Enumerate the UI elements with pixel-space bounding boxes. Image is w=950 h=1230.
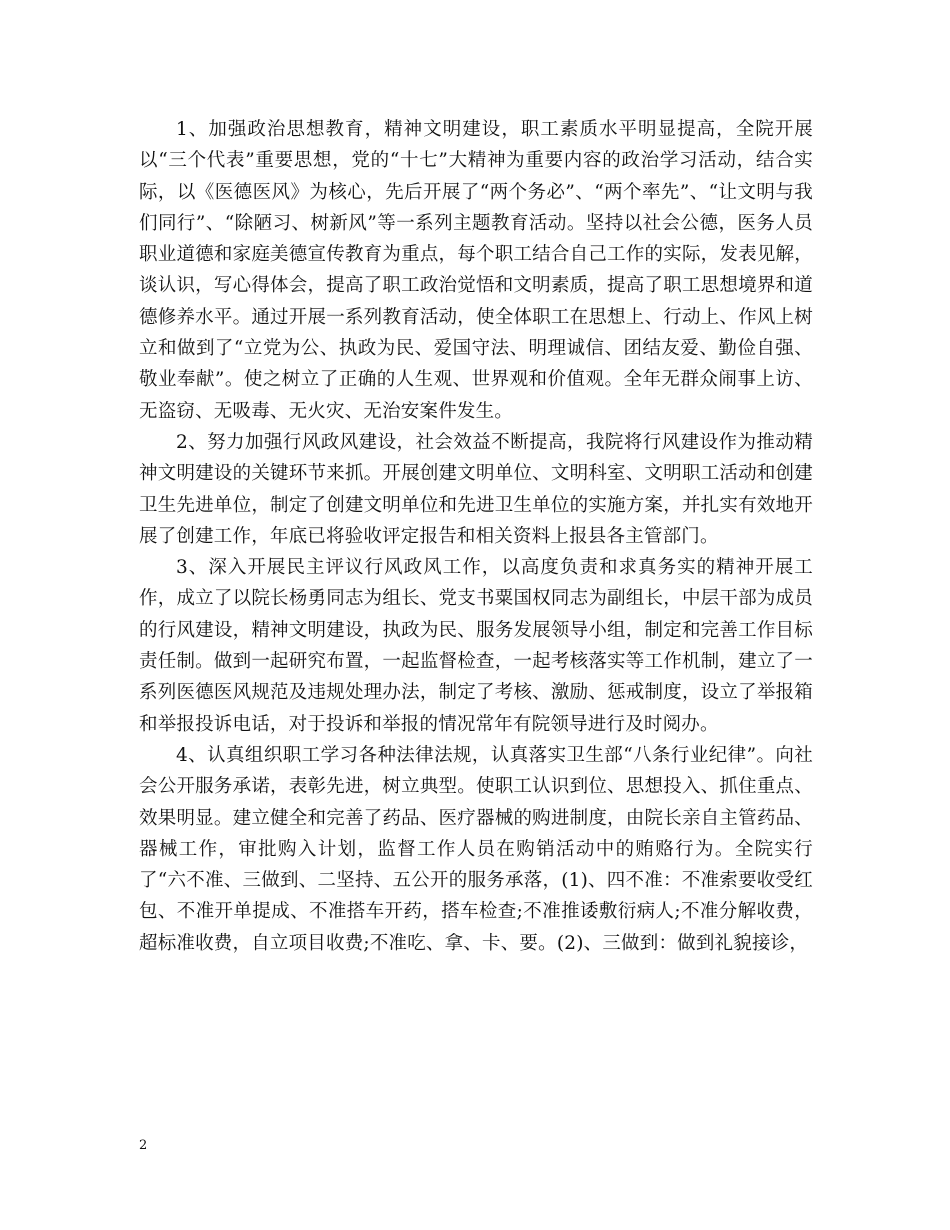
- page-number: 2: [139, 1138, 148, 1153]
- paragraph-2: 2、努力加强行风政风建设，社会效益不断提高，我院将行风建设作为推动精神文明建设的关键环节来抓。开展创建文明单位、文明科室、文明职工活动和创建卫生先进单位，制定了创建文明单位和先进卫生单位的实施方案，并扎实有效地开展了创建工作，年底已将验收评定报告和相关资料上报县各主管部门。: [139, 431, 813, 547]
- document-body: [139, 114, 813, 959]
- paragraph-4: 4、认真组织职工学习各种法律法规，认真落实卫生部“八条行业纪律”。向社会公开服务承诺，表彰先进，树立典型。使职工认识到位、思想投入、抓住重点、效果明显。建立健全和完善了药品、医疗器械的购进制度，由院长亲自主管药品、器械工作，审批购入计划，监督工作人员在购销活动中的贿赂行为。全院实行了“六不准、三做到、二坚持、五公开的服务承落，(1)、四不准：不准索要收受红包、不准开单提成、不准搭车开药，搭车检查;不准推诿敷衍病人;不准分解收费，超标准收费，自立项目收费;不准吃、拿、卡、要。(2)、三做到：做到礼貌接诊，: [139, 744, 813, 954]
- paragraph-1: 1、加强政治思想教育，精神文明建设，职工素质水平明显提高，全院开展以“三个代表”重要思想，党的“十七”大精神为重要内容的政治学习活动，结合实际，以《医德医风》为核心，先后开展了“两个务必”、“两个率先”、“让文明与我们同行”、“除陋习、树新风”等一系列主题教育活动。坚持以社会公德，医务人员职业道德和家庭美德宣传教育为重点，每个职工结合自己工作的实际，发表见解，谈认识，写心得体会，提高了职工政治觉悟和文明素质，提高了职工思想境界和道德修养水平。通过开展一系列教育活动，使全体职工在思想上、行动上、作风上树立和做到了“立党为公、执政为民、爱国守法、明理诚信、团结友爱、勤俭自强、敬业奉献”。使之树立了正确的人生观、世界观和价值观。全年无群众闹事上访、无盗窃、无吸毒、无火灾、无治安案件发生。: [139, 119, 813, 422]
- paragraph-3: 3、深入开展民主评议行风政风工作，以高度负责和求真务实的精神开展工作，成立了以院长杨勇同志为组长、党支书粟国权同志为副组长，中层干部为成员的行风建设，精神文明建设，执政为民、服务发展领导小组，制定和完善工作目标责任制。做到一起研究布置，一起监督检查，一起考核落实等工作机制，建立了一系列医德医风规范及违规处理办法，制定了考核、激励、惩戒制度，设立了举报箱和举报投诉电话，对于投诉和举报的情况常年有院领导进行及时阅办。: [139, 557, 813, 735]
